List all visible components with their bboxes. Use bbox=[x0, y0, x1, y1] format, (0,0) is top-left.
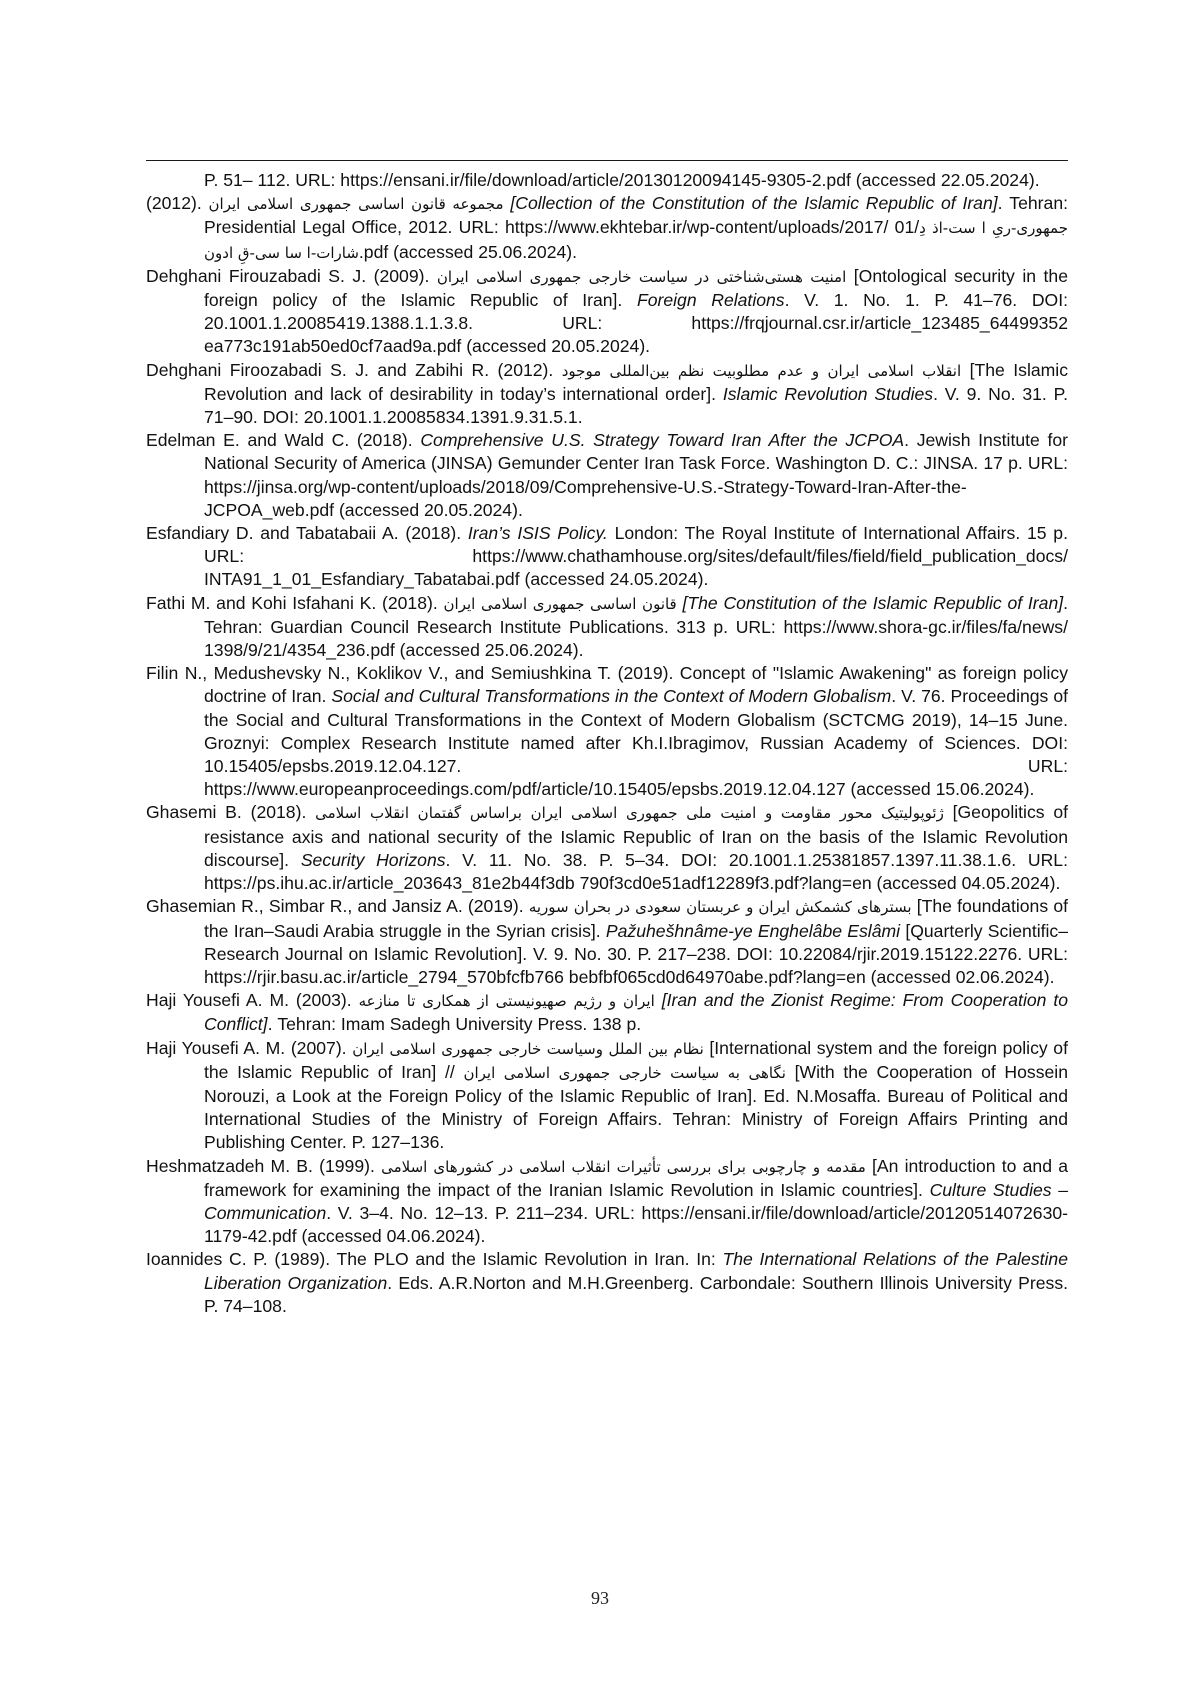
reference-text: Ghasemi B. (2018). bbox=[146, 802, 316, 823]
italic-title: [Collection of the Constitution of the Islamic Republic of Iran] bbox=[510, 193, 998, 214]
reference-entry bbox=[146, 801, 1068, 895]
reference-text: Haji Yousefi A. M. (2003). bbox=[146, 990, 359, 1011]
italic-title: Iran’s ISIS Policy. bbox=[467, 523, 608, 544]
reference-text: Heshmatzadeh M. B. (1999). bbox=[146, 1155, 382, 1176]
italic-title: Social and Cultural Transformations in the Context of Modern Globalism bbox=[331, 686, 892, 707]
reference-text: London: The Royal Institute of International Affairs. 15 p. URL: https://www.chathamhouse.org/sites/default/files/field/field_publication_docs/ INTA91_1_01_Esfandiary_Tabatabai.pdf (accessed 24.05.2024). bbox=[204, 523, 1068, 590]
reference-entry bbox=[146, 895, 1068, 989]
reference-text: [With the Cooperation of Hossein Norouzi, a Look at the Foreign Policy of the Islamic Republic of Iran]. Ed. N.Mosaffa. Bureau of Political and International Studies of the Ministry of Foreign Affairs. Tehran: Ministry of Foreign Affairs Printing and Publishing Center. P. 127–136. bbox=[204, 1061, 1068, 1153]
italic-title: The International Relations of the Palestine Liberation Organization bbox=[204, 1249, 1069, 1293]
reference-entry bbox=[146, 522, 1068, 592]
persian-title: بسترهای کشمکش ایران و عربستان سعودی در بحران سوریه bbox=[528, 898, 912, 917]
reference-text: [International system and the foreign policy of the Islamic Republic of Iran] // bbox=[204, 1037, 1068, 1082]
persian-title: ایران و رژیم صهیونیستی از همکاری تا منازعه bbox=[358, 992, 655, 1011]
reference-text: P. 51– 112. URL: https://ensani.ir/file/download/article/20130120094145-9305-2.pdf (accessed 22.05.2024). bbox=[204, 170, 1040, 190]
italic-title: Pažuhešhnâme-ye Enghelâbe Eslâmi bbox=[605, 920, 901, 941]
persian-title: مقدمه و چارچوبی برای بررسی تأثیرات انقلاب اسلامی در کشورهای اسلامی bbox=[381, 1157, 866, 1176]
italic-title: Culture Studies – Communication bbox=[204, 1179, 1068, 1223]
reference-text: [Geopolitics of resistance axis and national security of the Islamic Republic of Iran on the basis of the Islamic Revolution discourse]. bbox=[204, 802, 1068, 870]
italic-title: [The Constitution of the Islamic Republic of Iran] bbox=[682, 592, 1064, 613]
reference-entry bbox=[146, 662, 1068, 801]
reference-text: . Tehran: Imam Sadegh University Press. 138 p. bbox=[267, 1014, 642, 1035]
reference-text: . Tehran: Presidential Legal Office, 2012. URL: https://www.ekhtebar.ir/wp-content/uploads/2017/ 01/ bbox=[204, 193, 1068, 238]
reference-entry bbox=[146, 359, 1068, 430]
reference-text: Esfandiary D. and Tabatabaii A. (2018). bbox=[146, 523, 468, 544]
italic-title: Islamic Revolution Studies bbox=[722, 383, 934, 404]
reference-text: Dehghani Firoozabadi S. J. and Zabihi R. (2012). bbox=[146, 359, 562, 380]
reference-text: [Ontological security in the foreign policy of the Islamic Republic of Iran]. bbox=[204, 265, 1068, 311]
reference-text: . V. 11. No. 38. P. 5–34. DOI: 20.1001.1.25381857.1397.11.38.1.6. URL: https://ps.ihu.ac.ir/article_203643_81e2b44f3db 790f3cd0e51adf12289f3.pdf?lang=en (accessed 04.05.2024). bbox=[204, 849, 1068, 894]
reference-text: Ghasemian R., Simbar R., and Jansiz A. (2019). bbox=[146, 896, 529, 917]
persian-title: مجموعه قانون اساسی جمهوری اسلامی ایران bbox=[208, 195, 504, 214]
italic-title: Foreign Relations bbox=[636, 290, 785, 311]
reference-text: . V. 76. Proceedings of the Social and Cultural Transformations in the Context of Modern Globalism (SCTCMG 2019), 14–15 June. Groznyi: Complex Research Institute named after Kh.I.Ibragimov, Russian Academy of Sciences. DOI: 10.15405/epsbs.2019.12.04.127. URL: https://www.europeanproceedings.com/pdf/article/10.15405/epsbs.2019.12.04.127 (accessed 15.06.2024). bbox=[204, 686, 1068, 800]
persian-title: قانون اساسی جمهوری اسلامی ایران bbox=[443, 594, 677, 613]
reference-entry bbox=[146, 1155, 1068, 1249]
persian-title: جمهوری-ریِ ا ست-اذ دِ شارات-ا سا سی-قِ ادون bbox=[204, 219, 1068, 262]
reference-entry bbox=[146, 1037, 1068, 1155]
reference-entry bbox=[146, 1248, 1068, 1318]
italic-title: [Iran and the Zionist Regime: From Cooperation to Conflict] bbox=[204, 990, 1069, 1035]
reference-text: . Eds. A.R.Norton and M.H.Greenberg. Carbondale: Southern Illinois University Press. P. 74–108. bbox=[204, 1272, 1069, 1316]
reference-text: Dehghani Firouzabadi S. J. (2009). bbox=[146, 265, 437, 286]
reference-text: Ioannides C. P. (1989). The PLO and the Islamic Revolution in Iran. In: bbox=[146, 1249, 723, 1270]
reference-text: Haji Yousefi A. M. (2007). bbox=[146, 1037, 353, 1058]
reference-entry bbox=[146, 265, 1068, 359]
reference-text: [The foundations of the Iran–Saudi Arabia struggle in the Syrian crisis]. bbox=[204, 896, 1068, 941]
reference-entry bbox=[146, 989, 1068, 1036]
reference-list bbox=[146, 169, 1068, 1318]
reference-text bbox=[655, 990, 662, 1010]
reference-text: [The Islamic Revolution and lack of desirability in today’s international order]. bbox=[204, 359, 1068, 404]
reference-text: . Tehran: Guardian Council Research Institute Publications. 313 p. URL: https://www.shora-gc.ir/files/fa/news/ 1398/9/21/4354_236.pdf (accessed 25.06.2024). bbox=[204, 592, 1069, 661]
reference-text: . V. 1. No. 1. P. 41–76. DOI: 20.1001.1.20085419.1388.1.1.3.8. URL: https://frqjournal.csr.ir/article_123485_64499352 ea773c191ab50ed0cf7aad9a.pdf (accessed 20.05.2024). bbox=[204, 290, 1068, 357]
persian-title: نگاهی به سیاست خارجی جمهوری اسلامی ایران bbox=[463, 1063, 786, 1082]
reference-text: . V. 9. No. 31. P. 71–90. DOI: 20.1001.1.20085834.1391.9.31.5.1. bbox=[204, 383, 1068, 428]
page-number: 93 bbox=[591, 1588, 609, 1608]
reference-text: . Jewish Institute for National Security of America (JINSA) Gemunder Center Iran Task Force. Washington D. C.: JINSA. 17 p. URL: https://jinsa.org/wp-content/uploads/2018/09/Comprehensive-U.S.-Strategy-Toward-Iran-After-the-JCPOA_web.pdf (accessed 20.05.2024). bbox=[204, 430, 1069, 520]
reference-entry bbox=[146, 429, 1068, 522]
reference-text: Edelman E. and Wald C. (2018). bbox=[146, 430, 421, 451]
reference-text: Filin N., Medushevsky N., Koklikov V., and Semiushkina T. (2019). Concept of "Islamic Awakening" as foreign policy doctrine of Iran. bbox=[146, 663, 1068, 707]
reference-entry bbox=[146, 592, 1068, 663]
persian-title: ژئوپولیتیک محور مقاومت و امنیت ملی جمهوری اسلامی ایران براساس گفتمان انقلاب اسلامی bbox=[315, 804, 944, 823]
reference-text: (2012). bbox=[146, 193, 209, 214]
italic-title: Comprehensive U.S. Strategy Toward Iran After the JCPOA bbox=[420, 430, 905, 451]
persian-title: نظام بین الملل وسیاست خارجی جمهوری اسلامی ایران bbox=[352, 1039, 704, 1058]
persian-title: انقلاب اسلامی ایران و عدم مطلوبیت نظم بین‌المللی موجود bbox=[561, 361, 962, 380]
top-divider bbox=[146, 160, 1068, 161]
reference-entry bbox=[146, 192, 1068, 265]
reference-entry bbox=[146, 169, 1068, 192]
reference-text: [Quarterly Scientific–Research Journal on Islamic Revolution]. V. 9. No. 30. P. 217–238. DOI: 10.22084/rjir.2019.15122.2276. URL: https://rjir.basu.ac.ir/article_2794_570bfcfb766 bebfbf065cd0d64970abe.pdf?lang=en (accessed 02.06.2024). bbox=[204, 920, 1068, 987]
italic-title: Security Horizons bbox=[300, 849, 446, 870]
persian-title: امنیت هستی‌شناختی در سیاست خارجی جمهوری اسلامی ایران bbox=[436, 267, 847, 286]
reference-text: . V. 3–4. No. 12–13. P. 211–234. URL: https://ensani.ir/file/download/article/20120514072630-1179-42.pdf (accessed 04.06.2024). bbox=[204, 1202, 1068, 1247]
reference-text: [An introduction to and a framework for examining the impact of the Iranian Islamic Revolution in Islamic countries]. bbox=[204, 1155, 1068, 1200]
reference-text: .pdf (accessed 25.06.2024). bbox=[358, 241, 578, 262]
reference-text: Fathi M. and Kohi Isfahani K. (2018). bbox=[146, 592, 444, 613]
